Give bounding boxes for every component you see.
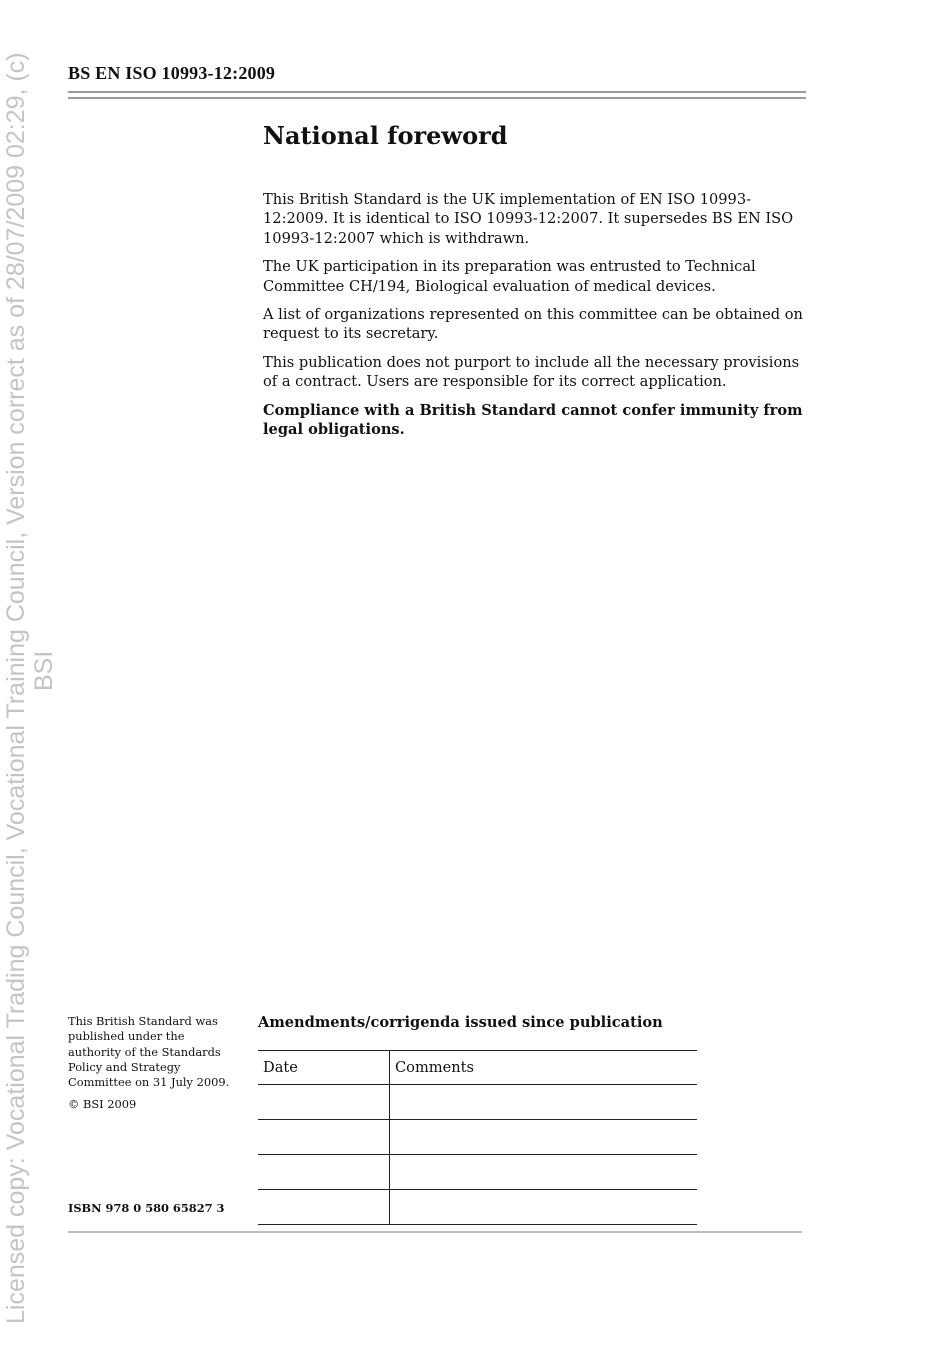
header-rule-lower [68,97,806,99]
document-id: BS EN ISO 10993-12:2009 [68,63,276,83]
foreword-paragraph: A list of organizations represented on this committee can be obtained on request to its secretary. [263,306,803,343]
foreword-paragraph: This publication does not purport to include all the necessary provisions of a contract. Users are responsible for its correct application. [263,353,800,391]
isbn: ISBN 978 0 580 65827 3 [68,1201,225,1215]
footer-rule [68,1231,802,1233]
date-cell [258,1190,390,1225]
amendments-table [258,1050,697,1225]
page-title: National foreword [263,121,508,150]
comments-cell [390,1085,698,1120]
foreword-paragraph: The UK participation in its preparation was entrusted to Technical Committee CH/194, Biological evaluation of medical devices. [263,258,756,295]
foreword-body [263,190,803,448]
header-rule-upper [68,91,806,93]
compliance-statement: Compliance with a British Standard cannot confer immunity from legal obligations. [263,401,803,439]
watermark-line-1: Licensed copy: Vocational Trading Council, Vocational Training Council, Version correct as of 28/07/2009 02:29, (c) [2,52,30,1324]
watermark-line-2: BSI [30,650,58,691]
comments-cell [390,1155,698,1190]
table-row [258,1190,697,1225]
column-header-date: Date [258,1051,390,1085]
column-header-comments: Comments [390,1051,698,1085]
publication-authority: This British Standard was published under the authority of the Standards Policy and Strategy Committee on 31 July 2009. [68,1014,230,1090]
copyright-notice: © BSI 2009 [68,1097,137,1112]
amendments-title: Amendments/corrigenda issued since publication [258,1014,663,1031]
table-row [258,1085,697,1120]
comments-cell [390,1120,698,1155]
comments-cell [390,1190,698,1225]
publication-note [68,1014,236,1120]
table-row [258,1120,697,1155]
table-row [258,1155,697,1190]
table-header-row [258,1051,697,1085]
licensed-copy-watermark [0,0,60,1345]
date-cell [258,1085,390,1120]
date-cell [258,1120,390,1155]
date-cell [258,1155,390,1190]
foreword-paragraph: This British Standard is the UK implementation of EN ISO 10993-12:2009. It is identical to ISO 10993-12:2007. It supersedes BS EN ISO 10993-12:2007 which is withdrawn. [263,191,794,247]
